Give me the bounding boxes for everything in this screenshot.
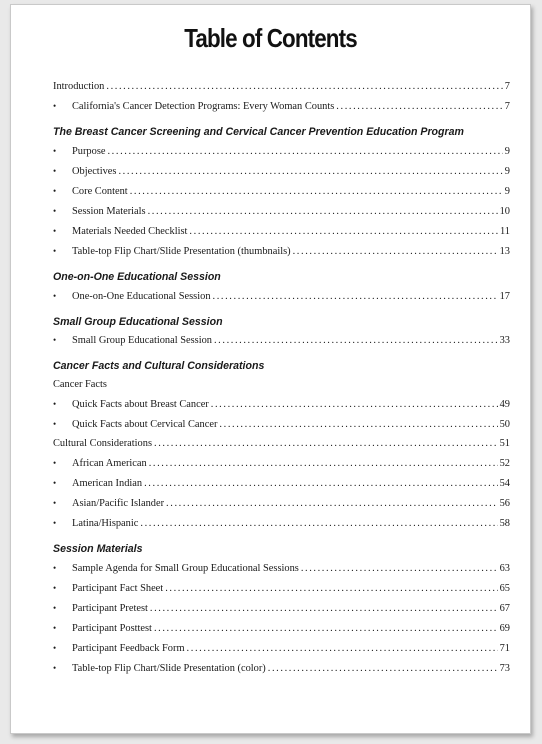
bullet-icon: • [53, 335, 57, 346]
bullet-icon: • [53, 185, 57, 196]
toc-page-number: 54 [499, 478, 510, 490]
toc-entry-label: Introduction [53, 81, 105, 92]
toc-page-number: 50 [499, 418, 510, 430]
toc-entry[interactable] [53, 477, 510, 490]
dot-leader [154, 438, 498, 450]
toc-page-number: 11 [499, 225, 510, 237]
toc-entry[interactable] [53, 602, 510, 615]
toc-page-number: 51 [499, 437, 510, 449]
section-heading: Cancer Facts and Cultural Considerations [53, 360, 265, 373]
toc-entry-label: Table-top Flip Chart/Slide Presentation (color) [72, 663, 266, 675]
bullet-icon: • [53, 663, 57, 674]
dot-leader [148, 206, 498, 218]
toc-entry-label: African American [72, 457, 147, 469]
toc-entry-label: Core Content [72, 185, 128, 197]
toc-entry-label: Participant Posttest [72, 623, 152, 634]
toc-entry[interactable] [53, 642, 510, 655]
bullet-icon: • [53, 643, 57, 654]
dot-leader [154, 623, 498, 635]
toc-entry-label: Asian/Pacific Islander [72, 498, 165, 510]
toc-entry-label: Session Materials [72, 205, 146, 217]
toc-entry[interactable] [53, 562, 510, 575]
toc-entry[interactable] [53, 225, 510, 238]
toc-page-number: 67 [499, 602, 510, 614]
dot-leader [144, 478, 498, 490]
toc-entry[interactable] [53, 185, 510, 198]
toc-entry-cultural-considerations[interactable] [53, 438, 510, 450]
toc-page-number: 69 [499, 623, 510, 634]
toc-entry[interactable] [53, 165, 510, 178]
document-page [10, 4, 531, 734]
toc-entry-label: Cultural Considerations [53, 437, 152, 449]
toc-entry-label: American Indian [72, 478, 143, 490]
dot-leader [107, 146, 502, 158]
toc-page-number: 73 [499, 663, 510, 675]
toc-entry[interactable] [53, 662, 510, 675]
toc-entry-label: Table-top Flip Chart/Slide Presentation (thumbnails) [72, 246, 291, 258]
toc-entry-label: Quick Facts about Breast Cancer [72, 398, 209, 410]
bullet-icon: • [53, 457, 57, 468]
section-heading: One-on-One Educational Session [53, 271, 221, 284]
toc-entry[interactable] [53, 290, 510, 303]
bullet-icon: • [53, 290, 57, 301]
toc-page-number: 56 [499, 498, 510, 510]
dot-leader [293, 246, 498, 258]
page-title: Table of Contents [184, 23, 357, 53]
bullet-icon: • [53, 165, 57, 176]
toc-page-number: 9 [504, 165, 510, 177]
dot-leader [187, 643, 498, 655]
dot-leader [166, 498, 498, 510]
dot-leader [149, 458, 498, 470]
dot-leader [219, 419, 497, 431]
toc-entry-label: One-on-One Educational Session [72, 290, 211, 302]
section-heading: Small Group Educational Session [53, 315, 223, 328]
dot-leader [214, 335, 498, 347]
toc-entry-label: Materials Needed Checklist [72, 225, 188, 237]
toc-entry[interactable] [53, 334, 510, 347]
toc-page-number: 52 [499, 457, 510, 469]
toc-entry-introduction[interactable] [53, 81, 510, 93]
toc-page-number: 33 [499, 335, 510, 347]
toc-page-number: 9 [504, 145, 510, 157]
toc-page-number: 7 [504, 81, 510, 92]
toc-entry[interactable] [53, 582, 510, 595]
dot-leader [211, 399, 498, 411]
toc-entry-label: Objectives [72, 165, 117, 177]
toc-entry[interactable] [53, 457, 510, 470]
toc-entry-label: Participant Feedback Form [72, 643, 185, 655]
toc-page-number: 17 [499, 290, 510, 302]
bullet-icon: • [53, 562, 57, 573]
toc-page-number: 63 [499, 562, 510, 574]
toc-entry[interactable] [53, 145, 510, 158]
toc-page-number: 7 [504, 101, 510, 113]
toc-entry[interactable] [53, 245, 510, 258]
toc-page-number: 10 [499, 205, 510, 217]
bullet-icon: • [53, 623, 57, 633]
toc-entry[interactable] [53, 100, 510, 113]
dot-leader [118, 166, 502, 178]
toc-entry-label: Purpose [72, 145, 106, 157]
toc-entry-label: Small Group Educational Session [72, 335, 212, 347]
dot-leader [336, 101, 503, 113]
bullet-icon: • [53, 101, 57, 112]
bullet-icon: • [53, 398, 57, 409]
bullet-icon: • [53, 246, 57, 257]
toc-entry-label: Quick Facts about Cervical Cancer [72, 418, 218, 430]
toc-entry[interactable] [53, 622, 510, 635]
toc-entry-label: Participant Pretest [72, 602, 148, 614]
toc-entry-label: Participant Fact Sheet [72, 582, 164, 594]
dot-leader [150, 603, 498, 615]
subsection-heading: Cancer Facts [53, 378, 107, 390]
toc-page-number: 49 [499, 398, 510, 410]
bullet-icon: • [53, 602, 57, 613]
toc-page-number: 65 [499, 582, 510, 594]
toc-entry[interactable] [53, 497, 510, 510]
toc-entry-label: Latina/Hispanic [72, 518, 139, 530]
dot-leader [165, 583, 497, 595]
toc-entry[interactable] [53, 418, 510, 431]
bullet-icon: • [53, 582, 57, 593]
table-of-contents [53, 81, 510, 682]
bullet-icon: • [53, 205, 57, 216]
dot-leader [106, 81, 502, 93]
bullet-icon: • [53, 498, 57, 509]
toc-entry-label: Sample Agenda for Small Group Educational Sessions [72, 562, 299, 574]
dot-leader [130, 186, 503, 198]
bullet-icon: • [53, 518, 57, 529]
toc-page-number: 13 [499, 246, 510, 258]
toc-entry-label: California's Cancer Detection Programs: Every Woman Counts [72, 101, 335, 113]
bullet-icon: • [53, 225, 57, 236]
section-heading: The Breast Cancer Screening and Cervical Cancer Prevention Education Program [53, 126, 464, 139]
toc-page-number: 58 [499, 518, 510, 530]
bullet-icon: • [53, 418, 57, 429]
dot-leader [189, 226, 498, 238]
dot-leader [301, 563, 498, 575]
toc-entry[interactable] [53, 398, 510, 411]
dot-leader [268, 663, 498, 675]
toc-page-number: 9 [504, 185, 510, 197]
toc-entry[interactable] [53, 517, 510, 530]
section-heading: Session Materials [53, 543, 143, 556]
toc-page-number: 71 [499, 643, 510, 655]
bullet-icon: • [53, 478, 57, 489]
bullet-icon: • [53, 145, 57, 156]
dot-leader [213, 291, 498, 303]
toc-entry[interactable] [53, 205, 510, 218]
dot-leader [140, 518, 497, 530]
